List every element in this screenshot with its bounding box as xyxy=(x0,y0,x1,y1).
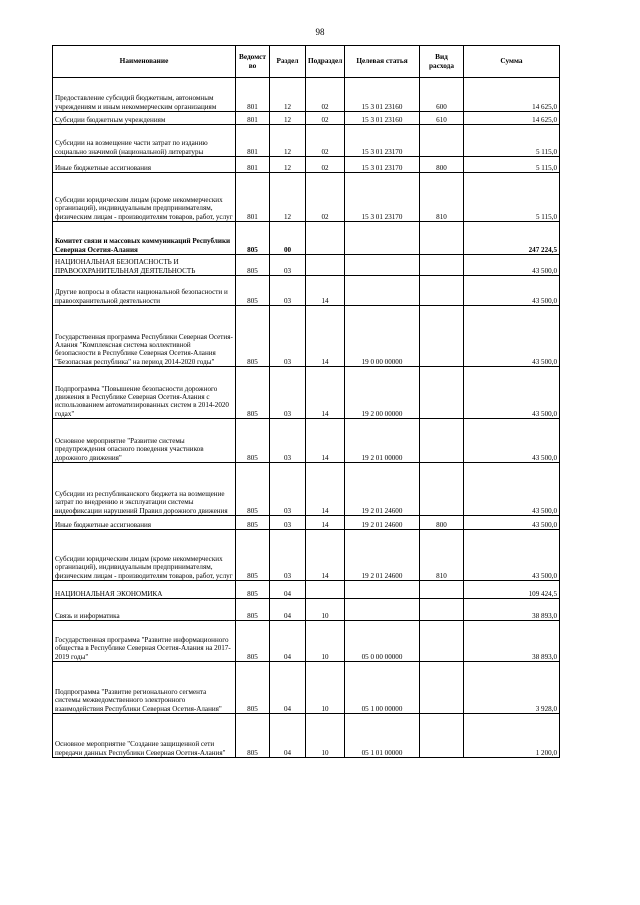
cell-vid xyxy=(420,125,464,157)
table-row xyxy=(53,714,560,758)
cell-razdel: 12 xyxy=(270,112,306,125)
table-row xyxy=(53,530,560,581)
cell-podrazdel: 14 xyxy=(306,276,345,306)
cell-sum: 1 200,0 xyxy=(464,714,560,758)
cell-vid: 600 xyxy=(420,78,464,112)
cell-ved: 805 xyxy=(236,516,270,530)
cell-name: Основное мероприятие "Развитие системы предупреждения опасного поведения участников дорожного движения" xyxy=(53,419,236,463)
cell-razdel: 03 xyxy=(270,516,306,530)
table-row xyxy=(53,78,560,112)
cell-podrazdel xyxy=(306,255,345,276)
cell-podrazdel: 02 xyxy=(306,112,345,125)
table-row xyxy=(53,621,560,662)
table-row xyxy=(53,306,560,367)
table-row xyxy=(53,662,560,714)
table-row xyxy=(53,157,560,173)
cell-target: 15 3 01 23170 xyxy=(345,173,420,222)
table-row xyxy=(53,419,560,463)
cell-target: 15 3 01 23170 xyxy=(345,157,420,173)
cell-ved: 805 xyxy=(236,255,270,276)
table-row xyxy=(53,255,560,276)
cell-sum: 43 500,0 xyxy=(464,463,560,516)
cell-podrazdel: 14 xyxy=(306,516,345,530)
cell-name: НАЦИОНАЛЬНАЯ БЕЗОПАСНОСТЬ И ПРАВООХРАНИТЕЛЬНАЯ ДЕЯТЕЛЬНОСТЬ xyxy=(53,255,236,276)
cell-sum: 14 625,0 xyxy=(464,78,560,112)
budget-table xyxy=(52,45,560,758)
cell-razdel: 03 xyxy=(270,530,306,581)
table-row xyxy=(53,367,560,419)
cell-razdel: 04 xyxy=(270,581,306,599)
cell-ved: 805 xyxy=(236,714,270,758)
cell-name: Подпрограмма "Развитие регионального сегмента системы межведомственного электронного взаимодействия Республики Северная Осетия-Алания" xyxy=(53,662,236,714)
cell-ved: 805 xyxy=(236,599,270,621)
cell-name: Субсидии из республиканского бюджета на возмещение затрат по внедрению и эксплуатации системы видеофиксации нарушений Правил дорожного движения xyxy=(53,463,236,516)
cell-sum: 43 500,0 xyxy=(464,530,560,581)
cell-name: Подпрограмма "Повышение безопасности дорожного движения в Республике Северная Осетия-Алания с использованием автоматизированных систем в 2014-2020 годах" xyxy=(53,367,236,419)
cell-sum: 14 625,0 xyxy=(464,112,560,125)
cell-sum: 5 115,0 xyxy=(464,125,560,157)
cell-podrazdel: 02 xyxy=(306,173,345,222)
cell-name: Иные бюджетные ассигнования xyxy=(53,516,236,530)
cell-target: 15 3 01 23160 xyxy=(345,112,420,125)
cell-ved: 805 xyxy=(236,662,270,714)
cell-vid xyxy=(420,662,464,714)
cell-sum: 38 893,0 xyxy=(464,621,560,662)
cell-razdel: 03 xyxy=(270,276,306,306)
cell-vid xyxy=(420,621,464,662)
cell-vid: 800 xyxy=(420,157,464,173)
cell-razdel: 03 xyxy=(270,367,306,419)
cell-podrazdel: 02 xyxy=(306,125,345,157)
cell-target: 05 1 01 00000 xyxy=(345,714,420,758)
cell-razdel: 04 xyxy=(270,662,306,714)
cell-razdel: 00 xyxy=(270,222,306,255)
col-header-sum: Сумма xyxy=(464,46,560,78)
cell-razdel: 03 xyxy=(270,463,306,516)
table-row xyxy=(53,581,560,599)
table-body xyxy=(53,78,560,758)
cell-razdel: 12 xyxy=(270,157,306,173)
table-row xyxy=(53,463,560,516)
col-header-name: Наименование xyxy=(53,46,236,78)
cell-razdel: 12 xyxy=(270,125,306,157)
cell-target: 19 2 01 24600 xyxy=(345,463,420,516)
cell-sum: 247 224,5 xyxy=(464,222,560,255)
cell-ved: 801 xyxy=(236,173,270,222)
cell-vid: 800 xyxy=(420,516,464,530)
cell-razdel: 12 xyxy=(270,173,306,222)
cell-razdel: 04 xyxy=(270,714,306,758)
col-header-vid: Вид расхода xyxy=(420,46,464,78)
cell-ved: 805 xyxy=(236,463,270,516)
cell-name: Другие вопросы в области национальной безопасности и правоохранительной деятельности xyxy=(53,276,236,306)
cell-target: 19 2 01 00000 xyxy=(345,419,420,463)
col-header-podrazdel: Подраздел xyxy=(306,46,345,78)
cell-razdel: 04 xyxy=(270,599,306,621)
cell-vid xyxy=(420,419,464,463)
table-row xyxy=(53,112,560,125)
cell-vid xyxy=(420,714,464,758)
cell-name: Субсидии на возмещение части затрат по изданию социально значимой (национальной) литературы xyxy=(53,125,236,157)
table-row xyxy=(53,222,560,255)
col-header-ved: Ведомст во xyxy=(236,46,270,78)
cell-name: Основное мероприятие "Создание защищенной сети передачи данных Республики Северная Осетия-Алания" xyxy=(53,714,236,758)
cell-ved: 805 xyxy=(236,306,270,367)
cell-vid xyxy=(420,306,464,367)
cell-sum: 43 500,0 xyxy=(464,276,560,306)
cell-sum: 43 500,0 xyxy=(464,516,560,530)
cell-target xyxy=(345,599,420,621)
cell-razdel: 03 xyxy=(270,255,306,276)
table-row xyxy=(53,125,560,157)
cell-podrazdel: 02 xyxy=(306,157,345,173)
cell-razdel: 12 xyxy=(270,78,306,112)
cell-podrazdel: 14 xyxy=(306,419,345,463)
cell-ved: 801 xyxy=(236,78,270,112)
cell-ved: 805 xyxy=(236,621,270,662)
cell-vid xyxy=(420,367,464,419)
cell-sum: 43 500,0 xyxy=(464,367,560,419)
cell-vid xyxy=(420,255,464,276)
col-header-razdel: Раздел xyxy=(270,46,306,78)
cell-podrazdel: 14 xyxy=(306,306,345,367)
cell-name: Государственная программа Республики Северная Осетия-Алания "Комплексная система коллективной безопасности в Республике Северная Осетия-Алания "Безопасная республика" на период 2014-2020 годы" xyxy=(53,306,236,367)
cell-sum: 109 424,5 xyxy=(464,581,560,599)
cell-ved: 801 xyxy=(236,157,270,173)
cell-target: 15 3 01 23170 xyxy=(345,125,420,157)
cell-podrazdel: 02 xyxy=(306,78,345,112)
cell-ved: 805 xyxy=(236,530,270,581)
cell-ved: 805 xyxy=(236,367,270,419)
cell-vid: 610 xyxy=(420,112,464,125)
table-row xyxy=(53,516,560,530)
cell-target: 15 3 01 23160 xyxy=(345,78,420,112)
cell-vid xyxy=(420,581,464,599)
cell-name: Связь и информатика xyxy=(53,599,236,621)
cell-target: 19 2 00 00000 xyxy=(345,367,420,419)
cell-podrazdel: 10 xyxy=(306,599,345,621)
cell-vid: 810 xyxy=(420,173,464,222)
cell-target: 05 0 00 00000 xyxy=(345,621,420,662)
page-number: 98 xyxy=(315,27,325,37)
cell-name: Комитет связи и массовых коммуникаций Республики Северная Осетия-Алания xyxy=(53,222,236,255)
cell-sum: 38 893,0 xyxy=(464,599,560,621)
cell-target xyxy=(345,255,420,276)
cell-podrazdel: 14 xyxy=(306,367,345,419)
cell-podrazdel: 14 xyxy=(306,530,345,581)
cell-vid xyxy=(420,463,464,516)
cell-podrazdel xyxy=(306,581,345,599)
cell-name: Государственная программа "Развитие информационного общества в Республике Северная Осетия-Алания на 2017-2019 годы" xyxy=(53,621,236,662)
cell-name: Предоставление субсидий бюджетным, автономным учреждениям и иным некоммерческим организациям xyxy=(53,78,236,112)
cell-name: Субсидии юридическим лицам (кроме некоммерческих организаций), индивидуальным предпринимателям, физическим лицам - производителям товаров, работ, услуг xyxy=(53,173,236,222)
cell-vid xyxy=(420,276,464,306)
cell-vid: 810 xyxy=(420,530,464,581)
cell-podrazdel: 10 xyxy=(306,714,345,758)
cell-vid xyxy=(420,599,464,621)
header-row xyxy=(53,46,560,78)
cell-sum: 5 115,0 xyxy=(464,173,560,222)
cell-vid xyxy=(420,222,464,255)
cell-sum: 43 500,0 xyxy=(464,255,560,276)
cell-podrazdel: 10 xyxy=(306,621,345,662)
cell-razdel: 03 xyxy=(270,419,306,463)
cell-target xyxy=(345,581,420,599)
cell-ved: 805 xyxy=(236,276,270,306)
cell-razdel: 04 xyxy=(270,621,306,662)
cell-name: Иные бюджетные ассигнования xyxy=(53,157,236,173)
table-row xyxy=(53,173,560,222)
cell-ved: 801 xyxy=(236,125,270,157)
cell-name: Субсидии бюджетным учреждениям xyxy=(53,112,236,125)
col-header-target: Целевая статья xyxy=(345,46,420,78)
cell-target: 05 1 00 00000 xyxy=(345,662,420,714)
cell-ved: 805 xyxy=(236,419,270,463)
cell-sum: 3 928,0 xyxy=(464,662,560,714)
cell-sum: 43 500,0 xyxy=(464,419,560,463)
cell-podrazdel: 10 xyxy=(306,662,345,714)
cell-target xyxy=(345,276,420,306)
table-row xyxy=(53,276,560,306)
cell-target xyxy=(345,222,420,255)
cell-razdel: 03 xyxy=(270,306,306,367)
cell-target: 19 0 00 00000 xyxy=(345,306,420,367)
cell-podrazdel: 14 xyxy=(306,463,345,516)
cell-ved: 801 xyxy=(236,112,270,125)
cell-sum: 5 115,0 xyxy=(464,157,560,173)
cell-name: Субсидии юридическим лицам (кроме некоммерческих организаций), индивидуальным предпринимателям, физическим лицам - производителям товаров, работ, услуг xyxy=(53,530,236,581)
cell-ved: 805 xyxy=(236,581,270,599)
cell-podrazdel xyxy=(306,222,345,255)
cell-ved: 805 xyxy=(236,222,270,255)
cell-target: 19 2 01 24600 xyxy=(345,530,420,581)
cell-sum: 43 500,0 xyxy=(464,306,560,367)
table-row xyxy=(53,599,560,621)
cell-name: НАЦИОНАЛЬНАЯ ЭКОНОМИКА xyxy=(53,581,236,599)
cell-target: 19 2 01 24600 xyxy=(345,516,420,530)
